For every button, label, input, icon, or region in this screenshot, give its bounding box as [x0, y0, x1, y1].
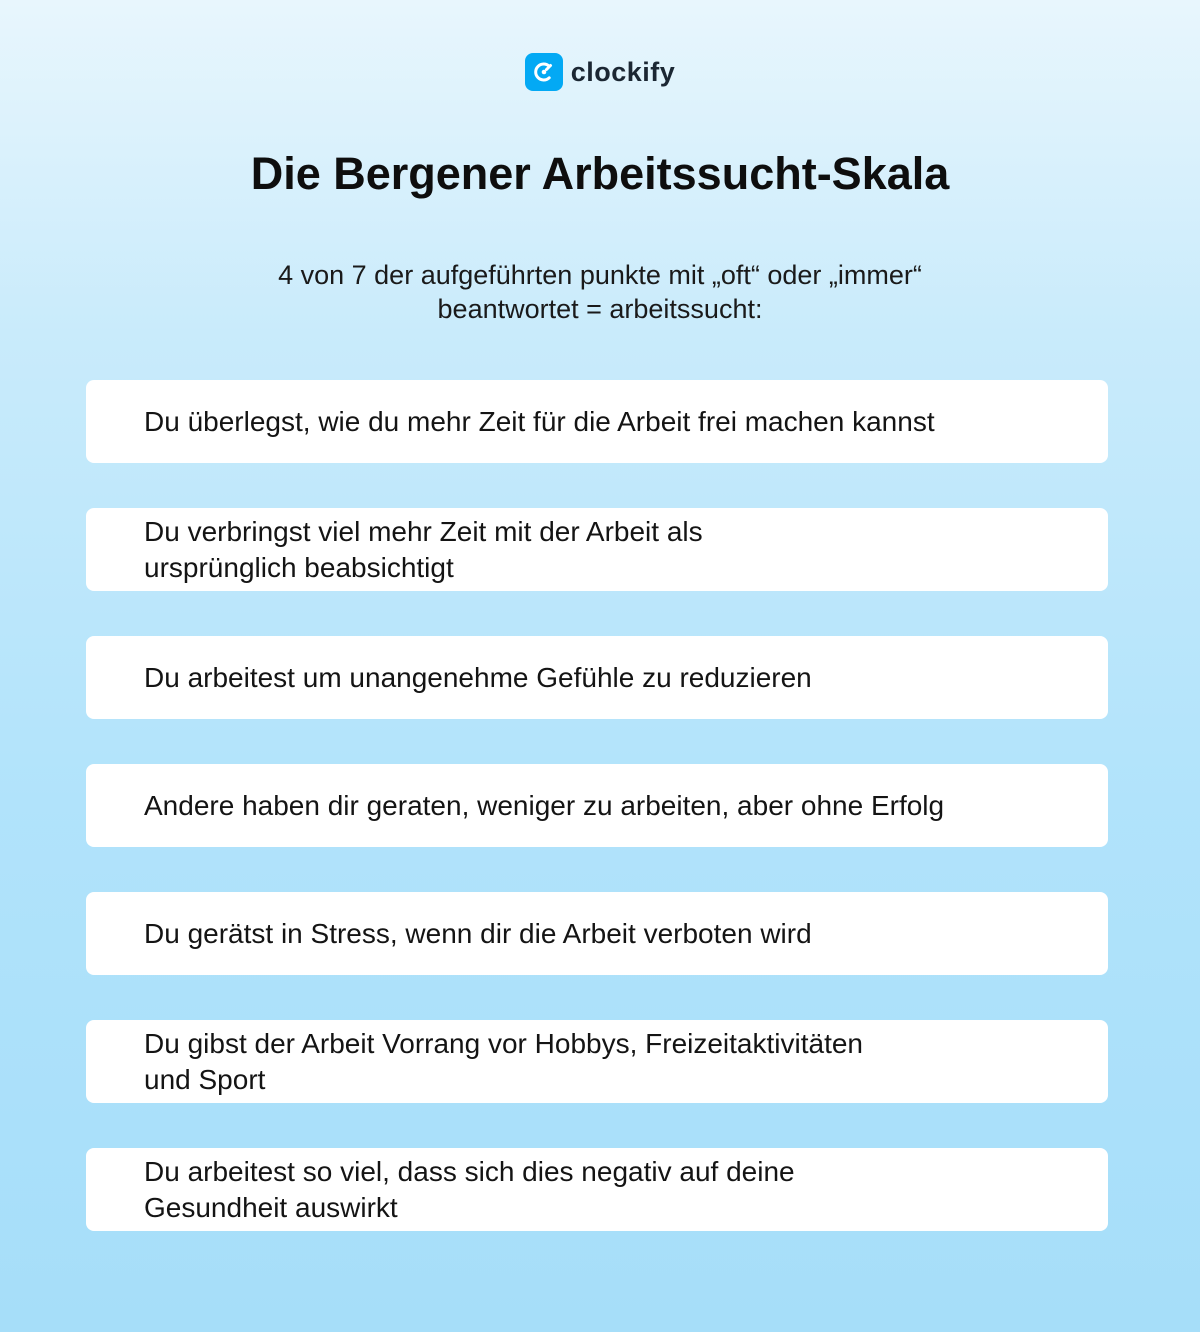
- subtitle-line: beantwortet = arbeitssucht:: [437, 294, 763, 324]
- subtitle-line: 4 von 7 der aufgeführten punkte mit „oft“ oder „immer“: [278, 260, 922, 290]
- brand-logo: [0, 53, 1200, 91]
- criteria-card: [86, 764, 1108, 847]
- criteria-card: [86, 1148, 1108, 1231]
- criteria-text: Du verbringst viel mehr Zeit mit der Arbeit als: [144, 515, 703, 547]
- criteria-text: Du arbeitest so viel, dass sich dies negativ auf deine: [144, 1155, 795, 1187]
- criteria-text: Du gerätst in Stress, wenn dir die Arbeit verboten wird: [144, 917, 812, 949]
- criteria-text: Gesundheit auswirkt: [144, 1191, 398, 1223]
- criteria-text: und Sport: [144, 1063, 266, 1095]
- criteria-card: [86, 380, 1108, 463]
- brand-name: clockify: [570, 56, 676, 87]
- criteria-card: [86, 636, 1108, 719]
- criteria-card: [86, 508, 1108, 591]
- page-title: Die Bergener Arbeitssucht-Skala: [250, 148, 950, 199]
- criteria-text: Du arbeitest um unangenehme Gefühle zu reduzieren: [144, 661, 812, 693]
- criteria-text: ursprünglich beabsichtigt: [144, 551, 454, 583]
- criteria-text: Andere haben dir geraten, weniger zu arbeiten, aber ohne Erfolg: [144, 789, 945, 821]
- criteria-list: [86, 380, 1108, 1276]
- page-subtitle: [200, 258, 1000, 326]
- clockify-logo-icon: [525, 53, 563, 91]
- criteria-card: [86, 892, 1108, 975]
- criteria-card: [86, 1020, 1108, 1103]
- criteria-text: Du überlegst, wie du mehr Zeit für die Arbeit frei machen kannst: [144, 405, 935, 437]
- criteria-text: Du gibst der Arbeit Vorrang vor Hobbys, Freizeitaktivitäten: [144, 1027, 864, 1059]
